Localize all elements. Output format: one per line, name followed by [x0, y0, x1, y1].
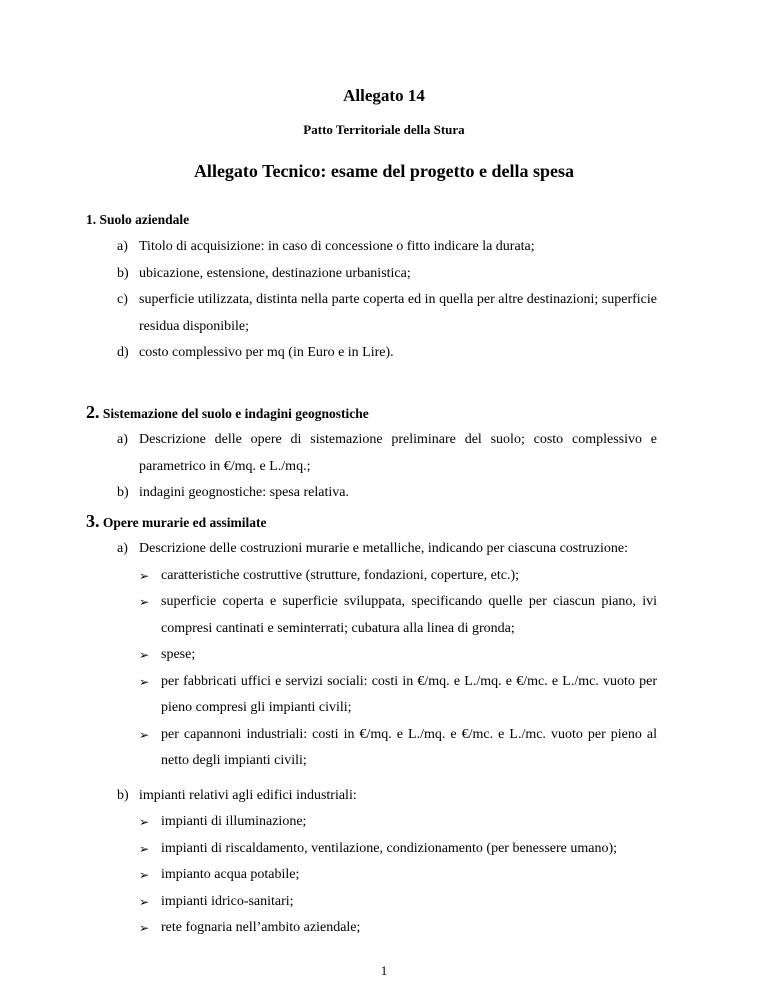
arrow-bullet-icon: ➢	[139, 568, 150, 583]
arrow-bullet-icon: ➢	[139, 648, 150, 662]
arrow-bullet-icon: ➢	[139, 595, 150, 609]
section-heading	[86, 212, 657, 228]
document-title: Allegato 14	[343, 86, 425, 105]
arrow-bullet-icon: ➢	[139, 841, 150, 856]
bullet-item: ➢ impianti di illuminazione;	[139, 809, 657, 836]
arrow-bullet-icon: ➢	[139, 727, 150, 742]
list-item: b) ubicazione, estensione, destinazione urbanistica;	[117, 265, 411, 281]
bullet-item: ➢ per fabbricati uffici e servizi sociali: costi in €/mq. e L./mq. e €/mc. e L./mc. vuoto per pieno compresi gli impianti civili;	[139, 669, 657, 722]
list-item: a) Descrizione delle opere di sistemazione preliminare del suolo; costo complessivo e parametrico in €/mq. e L./mq.;	[117, 432, 657, 474]
bullet-list	[139, 563, 657, 775]
list-item: b) impianti relativi agli edifici industriali: ➢ impianti di illuminazione; ➢ impianti di riscaldamento, ventilazione, condizionamento (per benessere umano); ➢ impianto acqua potabile; ➢ impianti idrico-sanitari; ➢ rete fognaria nell’ambito aziendale;	[117, 783, 657, 942]
section-items	[117, 427, 657, 507]
arrow-bullet-icon: ➢	[139, 868, 150, 882]
list-item: c) superficie utilizzata, distinta nella parte coperta ed in quella per altre destinazioni; superficie residua disponibile;	[117, 292, 657, 334]
section-title: Opere murarie ed assimilate	[102, 515, 267, 530]
section-items	[117, 234, 657, 367]
list-item: b) indagini geognostiche: spesa relativa.	[117, 485, 349, 500]
section-sistemazione-suolo	[86, 402, 657, 507]
bullet-item: ➢ per capannoni industriali: costi in €/mq. e L./mq. e €/mc. e L./mc. vuoto per pieno al netto degli impianti civili;	[139, 722, 657, 775]
section-opere-murarie	[86, 511, 657, 942]
section-title: Suolo aziendale	[99, 212, 190, 227]
bullet-item: ➢ spese;	[139, 642, 657, 669]
arrow-bullet-icon: ➢	[139, 815, 150, 829]
list-item: a) Descrizione delle costruzioni murarie e metalliche, indicando per ciascuna costruzione: ➢ caratteristiche costruttive (strutture, fondazioni, coperture, etc.); ➢ superficie coperta e superficie sviluppata, specificando quelle per ciascun piano, ivi compresi cantinati e seminterrati; cubatura alla linea di gronda; ➢ spese; ➢ per fabbricati uffici e servizi sociali: costi in €/mq. e L./mq. e €/mc. e L./mc. vuoto per pieno compresi gli impianti civili; ➢ per capannoni industriali: costi in €/mq. e L./mq. e €/mc. e L./mc. vuoto per pieno al netto degli impianti civili;	[117, 536, 657, 775]
arrow-bullet-icon: ➢	[139, 674, 150, 689]
bullet-item: ➢ impianto acqua potabile;	[139, 862, 657, 889]
bullet-item: ➢ impianti di riscaldamento, ventilazione, condizionamento (per benessere umano);	[139, 836, 657, 863]
document-subtitle: Patto Territoriale della Stura	[303, 122, 465, 137]
section-items	[117, 536, 657, 942]
section-number: 2.	[86, 402, 100, 422]
section-heading	[86, 402, 657, 423]
arrow-bullet-icon: ➢	[139, 921, 150, 935]
bullet-list	[139, 809, 657, 942]
bullet-item: ➢ impianti idrico-sanitari;	[139, 889, 657, 916]
page-number: 1	[380, 963, 388, 978]
section-heading	[86, 511, 657, 532]
section-number: 3.	[86, 511, 100, 531]
bullet-item: ➢ rete fognaria nell’ambito aziendale;	[139, 915, 657, 942]
arrow-bullet-icon: ➢	[139, 894, 150, 909]
bullet-item: ➢ caratteristiche costruttive (strutture, fondazioni, coperture, etc.);	[139, 563, 657, 590]
section-title: Sistemazione del suolo e indagini geognostiche	[102, 406, 369, 421]
bullet-item: ➢ superficie coperta e superficie sviluppata, specificando quelle per ciascun piano, ivi compresi cantinati e seminterrati; cubatura alla linea di gronda;	[139, 589, 657, 642]
list-item: a) Titolo di acquisizione: in caso di concessione o fitto indicare la durata;	[117, 239, 535, 254]
document-heading: Allegato Tecnico: esame del progetto e della spesa	[193, 161, 575, 181]
section-number: 1.	[86, 212, 97, 227]
list-item: d) costo complessivo per mq (in Euro e in Lire).	[117, 345, 394, 360]
section-suolo-aziendale	[86, 212, 657, 367]
